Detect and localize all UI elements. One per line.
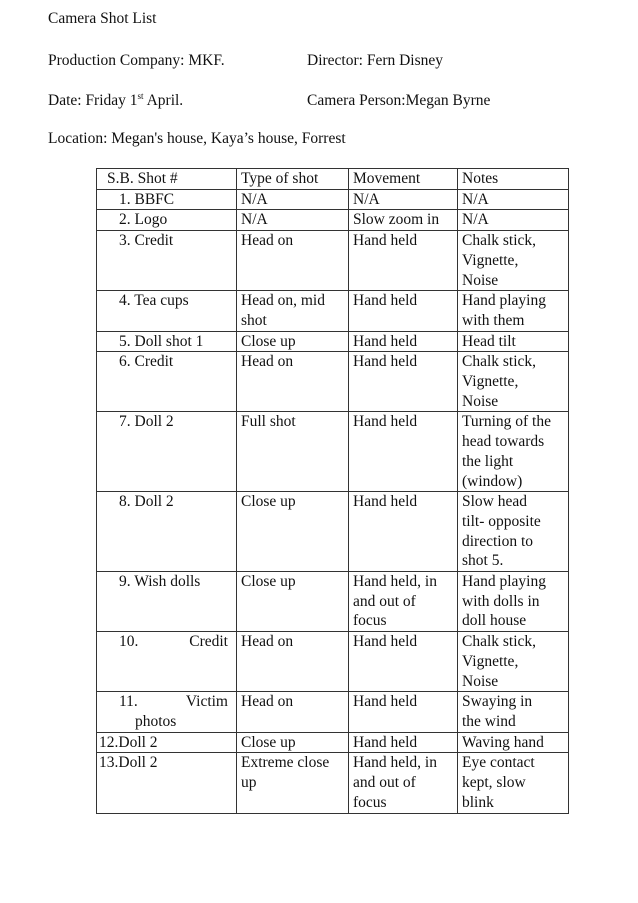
shot-cell: 3. Credit bbox=[97, 231, 237, 291]
type-cell: Close up bbox=[237, 572, 349, 632]
type-cell: N/A bbox=[237, 189, 349, 210]
notes-cell: N/A bbox=[458, 210, 569, 231]
table-row bbox=[97, 732, 569, 753]
table-row bbox=[97, 492, 569, 572]
header-type-of-shot: Type of shot bbox=[237, 169, 349, 190]
shot-cell: 2. Logo bbox=[97, 210, 237, 231]
table-row bbox=[97, 291, 569, 331]
movement-cell: Hand held bbox=[349, 732, 458, 753]
date bbox=[48, 92, 183, 110]
document-title: Camera Shot List bbox=[48, 10, 157, 27]
shot-cell bbox=[97, 692, 237, 732]
type-cell: Full shot bbox=[237, 412, 349, 492]
movement-cell: Hand held bbox=[349, 331, 458, 352]
notes-cell: Waving hand bbox=[458, 732, 569, 753]
movement-cell: Hand held bbox=[349, 412, 458, 492]
movement-cell: Hand held bbox=[349, 231, 458, 291]
shot-cell: 12.Doll 2 bbox=[97, 732, 237, 753]
notes-cell: Hand playing with them bbox=[458, 291, 569, 331]
date-prefix: Date: Friday 1 bbox=[48, 92, 138, 109]
movement-cell: Hand held, in and out of focus bbox=[349, 572, 458, 632]
type-cell: Head on bbox=[237, 692, 349, 732]
table-row bbox=[97, 412, 569, 492]
table-row bbox=[97, 632, 569, 692]
type-cell: Close up bbox=[237, 492, 349, 572]
movement-cell: Hand held bbox=[349, 632, 458, 692]
shot-cell: 7. Doll 2 bbox=[97, 412, 237, 492]
table-row bbox=[97, 692, 569, 732]
table-row bbox=[97, 753, 569, 813]
shot-name: Victim bbox=[185, 693, 228, 711]
type-cell: Close up bbox=[237, 732, 349, 753]
movement-cell: Hand held bbox=[349, 291, 458, 331]
type-cell: N/A bbox=[237, 210, 349, 231]
notes-cell: Chalk stick, Vignette, Noise bbox=[458, 632, 569, 692]
table-row bbox=[97, 210, 569, 231]
notes-cell: N/A bbox=[458, 189, 569, 210]
shot-cell: 5. Doll shot 1 bbox=[97, 331, 237, 352]
notes-cell: Chalk stick, Vignette, Noise bbox=[458, 231, 569, 291]
table-row bbox=[97, 572, 569, 632]
shot-cell: 4. Tea cups bbox=[97, 291, 237, 331]
table-header-row bbox=[97, 169, 569, 190]
movement-cell: Hand held bbox=[349, 352, 458, 412]
movement-cell: Hand held, in and out of focus bbox=[349, 753, 458, 813]
type-cell: Extreme close up bbox=[237, 753, 349, 813]
movement-cell: N/A bbox=[349, 189, 458, 210]
table-row bbox=[97, 331, 569, 352]
date-superscript: st bbox=[137, 91, 144, 101]
shot-name-continued: photos bbox=[135, 712, 177, 730]
notes-cell: Eye contact kept, slow blink bbox=[458, 753, 569, 813]
shot-name: Credit bbox=[189, 633, 228, 651]
shot-cell: 1. BBFC bbox=[97, 189, 237, 210]
movement-cell: Slow zoom in bbox=[349, 210, 458, 231]
shot-list-table bbox=[96, 168, 569, 814]
notes-cell: Head tilt bbox=[458, 331, 569, 352]
type-cell: Head on bbox=[237, 231, 349, 291]
notes-cell: Slow head tilt- opposite direction to shot 5. bbox=[458, 492, 569, 572]
type-cell: Head on, mid shot bbox=[237, 291, 349, 331]
date-suffix: April. bbox=[143, 92, 184, 109]
movement-cell: Hand held bbox=[349, 492, 458, 572]
shot-cell: 8. Doll 2 bbox=[97, 492, 237, 572]
notes-cell: Swaying in the wind bbox=[458, 692, 569, 732]
type-cell: Close up bbox=[237, 331, 349, 352]
table-row bbox=[97, 231, 569, 291]
header-shot-number: S.B. Shot # bbox=[97, 169, 237, 190]
shot-cell: 9. Wish dolls bbox=[97, 572, 237, 632]
notes-cell: Hand playing with dolls in doll house bbox=[458, 572, 569, 632]
shot-number: 10. bbox=[119, 633, 139, 651]
notes-cell: Turning of the head towards the light (window) bbox=[458, 412, 569, 492]
type-cell: Head on bbox=[237, 352, 349, 412]
type-cell: Head on bbox=[237, 632, 349, 692]
table-row bbox=[97, 189, 569, 210]
header-notes: Notes bbox=[458, 169, 569, 190]
director: Director: Fern Disney bbox=[307, 52, 444, 69]
production-company: Production Company: MKF. bbox=[48, 52, 225, 69]
movement-cell: Hand held bbox=[349, 692, 458, 732]
shot-cell: 13.Doll 2 bbox=[97, 753, 237, 813]
location: Location: Megan's house, Kaya’s house, Forrest bbox=[48, 130, 346, 147]
notes-cell: Chalk stick, Vignette, Noise bbox=[458, 352, 569, 412]
header-movement: Movement bbox=[349, 169, 458, 190]
shot-cell bbox=[97, 632, 237, 692]
shot-cell: 6. Credit bbox=[97, 352, 237, 412]
camera-person: Camera Person:Megan Byrne bbox=[307, 92, 491, 109]
table-row bbox=[97, 352, 569, 412]
shot-number: 11. bbox=[119, 693, 138, 711]
